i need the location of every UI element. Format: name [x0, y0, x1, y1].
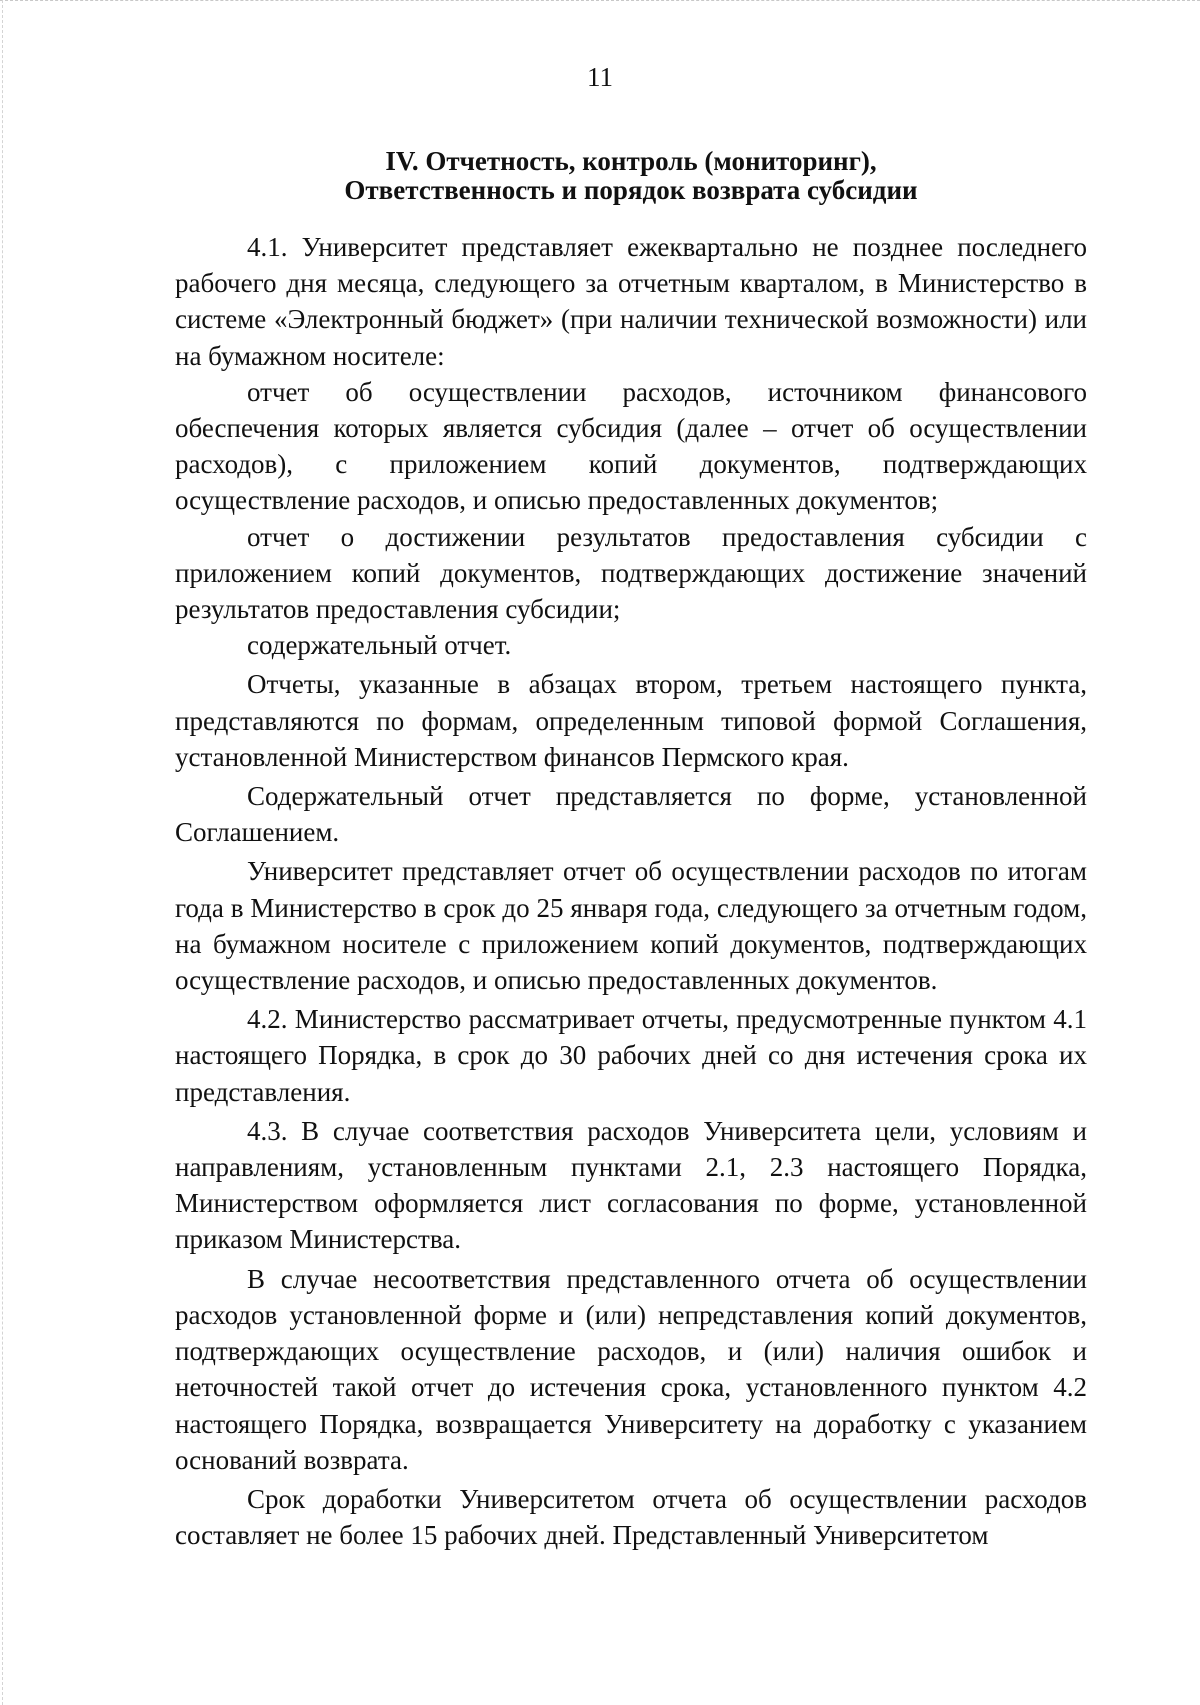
paragraph-annual-report: Университет представляет отчет об осуществлении расходов по итогам года в Министерство в срок до 25 января года, следующего за отчетным годом, на бумажном носителе с приложением копий документов, подтверждающих осуществление расходов, и описью предоставленных документов. [175, 856, 1087, 996]
paragraph-report-forms: Отчеты, указанные в абзацах втором, третьем настоящего пункта, представляются по формам, определенным типовой формой Соглашения, установленной Министерством финансов Пермского края. [175, 669, 1087, 772]
paragraph-mismatch: В случае несоответствия представленного отчета об осуществлении расходов установленной форме и (или) непредставления копий документов, подтверждающих осуществление расходов, и (или) наличия ошибок и неточностей такой отчет до истечения срока, установленного пунктом 4.2 настоящего Порядка, возвращается Университету на доработку с указанием оснований возврата. [175, 1263, 1087, 1475]
paragraph-expense-report: отчет об осуществлении расходов, источником финансового обеспечения которых является субсидия (далее – отчет об осуществлении расходов), с приложением копий документов, подтверждающих осуществление расходов, и описью предоставленных документов; [175, 376, 1087, 516]
paragraph-content-report: содержательный отчет. [247, 630, 512, 661]
paragraph-revision-term: Срок доработки Университетом отчета об осуществлении расходов составляет не более 15 рабочих дней. Представленный Университетом [175, 1483, 1087, 1551]
paragraph-4-1: 4.1. Университет представляет ежеквартально не позднее последнего рабочего дня месяца, следующего за отчетным кварталом, в Министерство в системе «Электронный бюджет» (при наличии технической возможности) или на бумажном носителе: [175, 232, 1087, 371]
section-title-line-1: IV. Отчетность, контроль (мониторинг), [385, 146, 877, 176]
scan-top-edge [0, 0, 1200, 4]
document-body [175, 229, 1087, 1553]
paragraph-4-3: 4.3. В случае соответствия расходов Университета цели, условиям и направлениям, установленным пунктами 2.1, 2.3 настоящего Порядка, Министерством оформляется лист согласования по форме, установленной приказом Министерства. [175, 1115, 1087, 1255]
section-title-line-2: Ответственность и порядок возврата субсидии [344, 175, 918, 205]
paragraph-results-report: отчет о достижении результатов предоставления субсидии с приложением копий документов, подтверждающих достижение значений результатов предоставления субсидии; [175, 521, 1087, 625]
scan-left-edge [2, 0, 3, 1705]
page-number: 11 [587, 62, 613, 92]
paragraph-content-report-form: Содержательный отчет представляется по форме, установленной Соглашением. [175, 781, 1087, 848]
paragraph-4-2: 4.2. Министерство рассматривает отчеты, предусмотренные пунктом 4.1 настоящего Порядка, в срок до 30 рабочих дней со дня истечения срока их представления. [175, 1004, 1087, 1107]
section-heading [175, 147, 1087, 205]
